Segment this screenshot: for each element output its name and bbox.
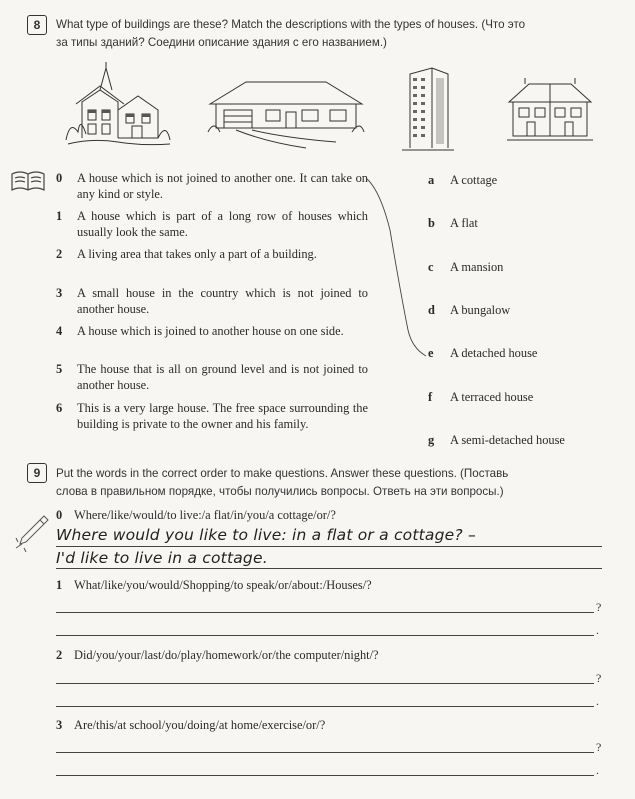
description-number: 0 [56,171,63,185]
exercise-8-instruction-line1: What type of buildings are these? Match the descriptions with the types of houses. (Что это [56,18,526,31]
question-mark: ? [596,740,602,754]
option-text: A cottage [450,173,498,187]
description-text: A small house in the country which is not joined to another house. [77,286,368,316]
question-mark: ? [596,600,602,614]
full-stop: . [596,763,599,777]
question-number: 1 [56,578,63,592]
description-item-2 [56,246,368,262]
question-2-prompt [56,647,379,663]
option-b [428,215,478,231]
option-g [428,432,565,448]
option-letter: d [428,303,435,317]
option-text: A semi-detached house [450,433,565,447]
answer-line [56,546,602,547]
option-c [428,259,503,275]
example-match-line [360,170,430,360]
description-item-5 [56,361,368,393]
option-text: A flat [450,216,478,230]
question-1-answer-line-1[interactable] [56,612,594,613]
description-number: 1 [56,209,63,223]
question-3-answer-line-1[interactable] [56,752,594,753]
option-letter: f [428,390,433,404]
option-d [428,302,510,318]
option-text: A bungalow [450,303,511,317]
prompt-text: Did/you/your/last/do/play/homework/or/the computer/night/? [74,648,379,662]
option-letter: c [428,260,434,274]
prompt-text: What/like/you/would/Shopping/to speak/or/about:/Houses/? [74,578,372,592]
full-stop: . [596,694,599,708]
option-text: A detached house [450,346,538,360]
option-letter: e [428,346,434,360]
option-text: A mansion [450,260,504,274]
option-letter: g [428,433,435,447]
description-item-0 [56,170,368,202]
description-item-6 [56,400,368,432]
prompt-text: Are/this/at school/you/doing/at home/exercise/or/? [74,718,326,732]
option-a [428,172,497,188]
exercise-9-instruction-line2: слова в правильном порядке, чтобы получились вопросы. Ответь на эти вопросы.) [56,485,504,498]
example-prompt [56,507,336,523]
option-f [428,389,533,405]
description-text: A house which is not joined to another one. It can take on any kind or style. [77,171,368,201]
option-text: A terraced house [450,390,534,404]
question-mark: ? [596,671,602,685]
description-number: 4 [56,324,63,338]
option-letter: b [428,216,435,230]
exercise-9-instruction-line1: Put the words in the correct order to make questions. Answer these questions. (Поставь [56,467,509,480]
description-text: This is a very large house. The free space surrounding the building is private to the owner and his family. [77,401,368,431]
example-answer-line2: I'd like to live in a cottage. [56,549,268,567]
question-1-prompt [56,577,372,593]
semi-detached-house-illustration [505,74,595,150]
prompt-text: Where/like/would/to live:/a flat/in/you/a cottage/or/? [74,508,336,522]
question-number: 3 [56,718,63,732]
description-number: 5 [56,362,63,376]
description-number: 2 [56,247,63,261]
exercise-9-number: 9 [27,463,47,483]
question-3-prompt [56,717,325,733]
description-item-3 [56,285,368,317]
description-item-4 [56,323,368,339]
exercise-8-number: 8 [27,15,47,35]
description-text: A house which is part of a long row of houses which usually look the same. [77,209,368,239]
bungalow-illustration [206,70,366,150]
book-icon [10,170,46,192]
mansion-illustration [62,60,174,150]
option-e [428,345,537,361]
description-text: A living area that takes only a part of a building. [77,247,317,261]
description-number: 3 [56,286,63,300]
pen-icon [14,512,50,552]
example-answer-line1: Where would you like to live: in a flat or a cottage? – [56,526,476,544]
question-2-answer-line-2[interactable] [56,706,594,707]
description-number: 6 [56,401,63,415]
question-2-answer-line-1[interactable] [56,683,594,684]
question-1-answer-line-2[interactable] [56,635,594,636]
question-number: 0 [56,508,63,522]
full-stop: . [596,623,599,637]
description-text: A house which is joined to another house on one side. [77,324,344,338]
question-number: 2 [56,648,63,662]
flat-building-illustration [398,64,458,154]
description-text: The house that is all on ground level and is not joined to another house. [77,362,368,392]
question-3-answer-line-2[interactable] [56,775,594,776]
option-letter: a [428,173,435,187]
description-item-1 [56,208,368,240]
answer-line [56,568,602,569]
exercise-8-instruction-line2: за типы зданий? Соедини описание здания с его названием.) [56,36,387,49]
